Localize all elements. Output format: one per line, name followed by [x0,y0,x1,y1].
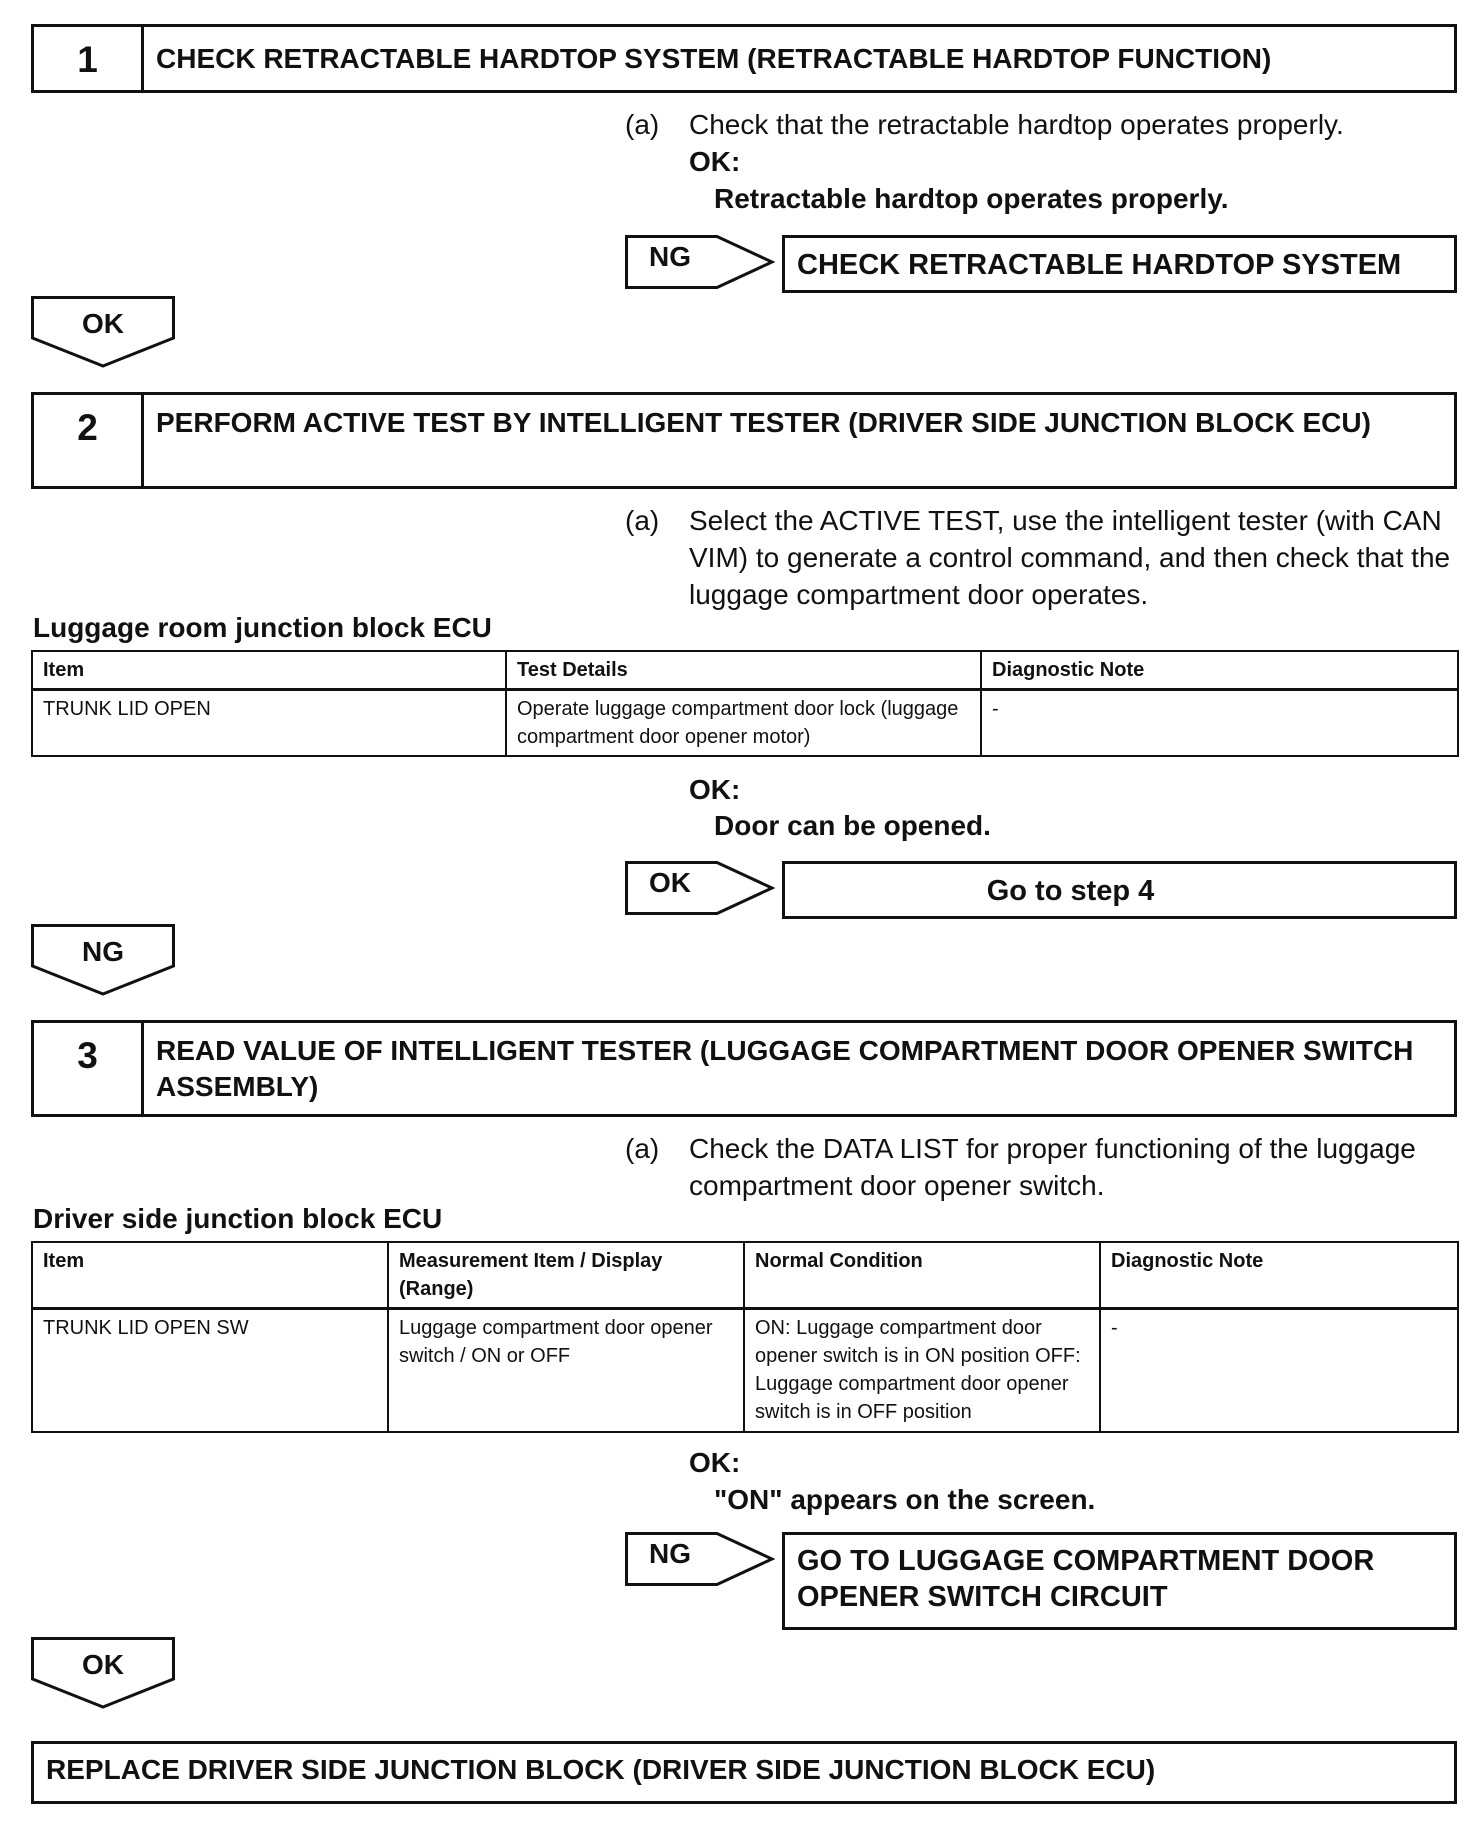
instruction-label: (a) [625,1133,660,1164]
column-header: Diagnostic Note [981,651,1458,690]
tag-label: OK [82,1649,124,1680]
tag-label: NG [82,936,124,967]
right-arrow-tag-icon [625,235,775,289]
tag-label: OK [649,867,691,898]
instruction-label: (a) [625,109,660,140]
column-header: Measurement Item / Display (Range) [388,1242,744,1309]
ok-result-box: Go to step 4 [782,861,1457,919]
column-header: Item [32,1242,388,1309]
step-3-instruction [625,1130,1455,1208]
table-cell: TRUNK LID OPEN [32,690,506,757]
instruction-text: Check the DATA LIST for proper functioning of the luggage compartment door opener switch. [689,1133,1416,1201]
ng-arrow-tag [625,1532,775,1586]
step-2-instruction [625,502,1455,617]
table-cell: ON: Luggage compartment door opener switch is in ON position OFF: Luggage compartment door opener switch is in OFF position [744,1309,1100,1432]
table-cell: - [1100,1309,1458,1432]
table-cell: TRUNK LID OPEN SW [32,1309,388,1432]
step-1-header [31,24,1457,93]
table-header-row [32,651,1458,690]
data-list-table [31,1241,1459,1433]
table-row [32,690,1458,757]
ok-arrow-tag [625,861,775,915]
step-number: 1 [34,27,144,90]
step-title: READ VALUE OF INTELLIGENT TESTER (LUGGAGE COMPARTMENT DOOR OPENER SWITCH ASSEMBLY) [156,1035,1414,1102]
step-3-header [31,1020,1457,1117]
step-1-instruction [625,106,1455,146]
column-header: Item [32,651,506,690]
ok-label: OK: [689,1447,741,1478]
ng-result-box: GO TO LUGGAGE COMPARTMENT DOOR OPENER SWITCH CIRCUIT [782,1532,1457,1630]
ok-down-tag [31,296,175,368]
tag-label: OK [82,308,124,339]
tag-label: NG [649,1538,691,1569]
ok-condition: Retractable hardtop operates properly. [714,183,1229,214]
final-action-box: REPLACE DRIVER SIDE JUNCTION BLOCK (DRIVER SIDE JUNCTION BLOCK ECU) [31,1741,1457,1804]
ok-label: OK: [689,774,741,805]
step-title: PERFORM ACTIVE TEST BY INTELLIGENT TESTER (DRIVER SIDE JUNCTION BLOCK ECU) [156,407,1371,438]
active-test-table [31,650,1459,757]
column-header: Test Details [506,651,981,690]
column-header: Diagnostic Note [1100,1242,1458,1309]
table-cell: Luggage compartment door opener switch / ON or OFF [388,1309,744,1432]
ng-down-tag [31,924,175,996]
table-caption: Luggage room junction block ECU [33,612,492,643]
table-cell: Operate luggage compartment door lock (luggage compartment door opener motor) [506,690,981,757]
step-title: CHECK RETRACTABLE HARDTOP SYSTEM (RETRACTABLE HARDTOP FUNCTION) [156,43,1272,74]
instruction-text: Select the ACTIVE TEST, use the intelligent tester (with CAN VIM) to generate a control command, and then check that the luggage compartment door operates. [689,505,1451,610]
ok-condition: Door can be opened. [714,810,991,841]
instruction-text: Check that the retractable hardtop operates properly. [689,109,1344,140]
ok-condition: "ON" appears on the screen. [714,1484,1096,1515]
table-caption: Driver side junction block ECU [33,1203,443,1234]
table-cell: - [981,690,1458,757]
ng-arrow-tag [625,235,775,289]
table-row [32,1309,1458,1432]
ng-result-box: CHECK RETRACTABLE HARDTOP SYSTEM [782,235,1457,293]
column-header: Normal Condition [744,1242,1100,1309]
step-number: 3 [34,1023,144,1114]
ok-label: OK: [689,146,741,177]
ok-down-tag [31,1637,175,1709]
right-arrow-tag-icon [625,1532,775,1586]
step-number: 2 [34,395,144,486]
right-arrow-tag-icon [625,861,775,915]
step-2-header [31,392,1457,489]
tag-label: NG [649,241,691,272]
table-header-row [32,1242,1458,1309]
instruction-label: (a) [625,505,660,536]
